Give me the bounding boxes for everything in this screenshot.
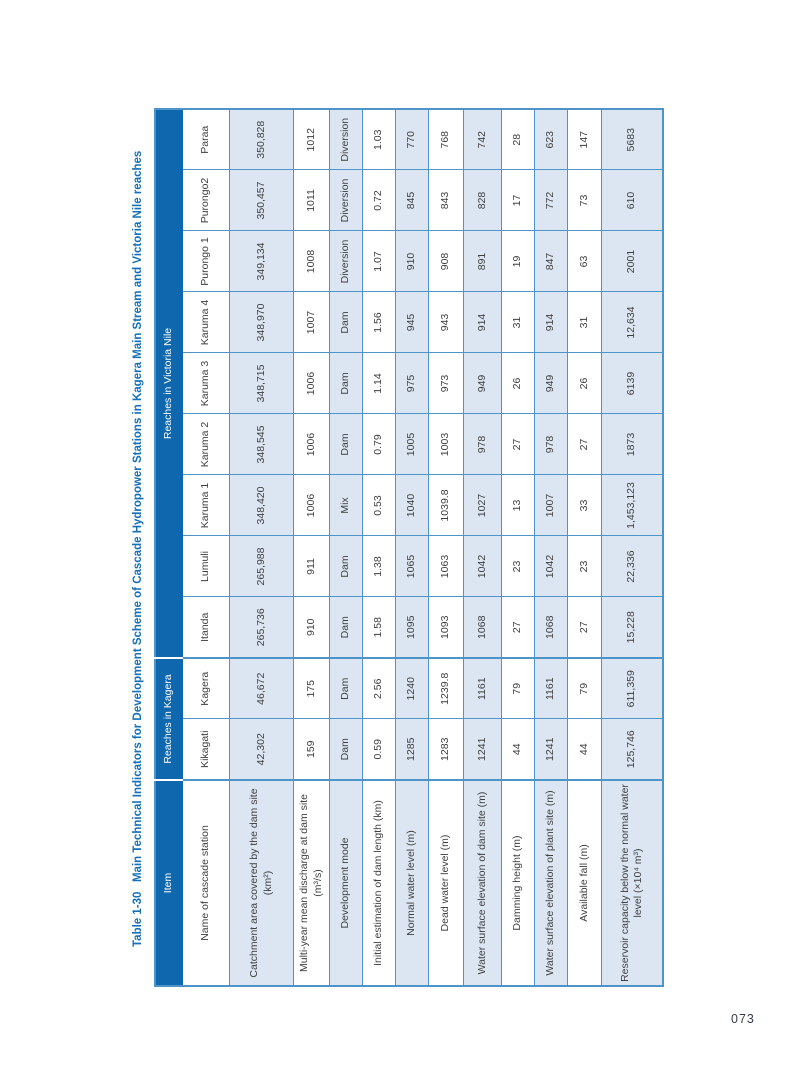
value-cell: 1068	[535, 597, 568, 658]
value-cell: 1039.8	[429, 475, 464, 536]
value-cell: Dam	[330, 719, 363, 780]
row-label-cell: Normal water level (m)	[396, 780, 429, 986]
table-body	[183, 109, 663, 986]
value-cell: 978	[535, 414, 568, 475]
row-label-cell: Available fall (m)	[568, 780, 602, 986]
row-label-cell: Water surface elevation of dam site (m)	[464, 780, 502, 986]
value-cell: 350,828	[230, 109, 294, 170]
value-cell: 44	[568, 719, 602, 780]
value-cell: 1.07	[363, 231, 396, 292]
value-cell: 1006	[294, 353, 330, 414]
station-name-cell: Kikagati	[183, 719, 230, 780]
table-row	[330, 109, 363, 986]
value-cell: 1040	[396, 475, 429, 536]
value-cell: 1005	[396, 414, 429, 475]
value-cell: 1042	[464, 536, 502, 597]
value-cell: 1.56	[363, 292, 396, 353]
value-cell: 79	[502, 658, 535, 719]
station-name-row	[183, 109, 230, 986]
value-cell: 914	[535, 292, 568, 353]
row-label-cell: Multi-year mean discharge at dam site (m³/s)	[294, 780, 330, 986]
rotated-table-block	[127, 110, 661, 987]
value-cell: 27	[502, 597, 535, 658]
value-cell: 6139	[602, 353, 663, 414]
value-cell: 1.03	[363, 109, 396, 170]
value-cell: 1161	[464, 658, 502, 719]
value-cell: 1.58	[363, 597, 396, 658]
value-cell: 1007	[294, 292, 330, 353]
table-row	[535, 109, 568, 986]
value-cell: 910	[294, 597, 330, 658]
value-cell: 828	[464, 170, 502, 231]
value-cell: 1027	[464, 475, 502, 536]
table-row	[294, 109, 330, 986]
value-cell: 348,970	[230, 292, 294, 353]
value-cell: 44	[502, 719, 535, 780]
page-number: 073	[731, 1012, 755, 1026]
value-cell: 73	[568, 170, 602, 231]
row-label-cell: Water surface elevation of plant site (m)	[535, 780, 568, 986]
station-name-cell: Paraa	[183, 109, 230, 170]
value-cell: 770	[396, 109, 429, 170]
value-cell: 1239.8	[429, 658, 464, 719]
table-row	[396, 109, 429, 986]
value-cell: Diversion	[330, 170, 363, 231]
value-cell: 0.79	[363, 414, 396, 475]
value-cell: Dam	[330, 658, 363, 719]
station-name-cell: Kagera	[183, 658, 230, 719]
value-cell: 1.38	[363, 536, 396, 597]
value-cell: 975	[396, 353, 429, 414]
value-cell: 348,715	[230, 353, 294, 414]
value-cell: 0.53	[363, 475, 396, 536]
table-row	[502, 109, 535, 986]
value-cell: 265,736	[230, 597, 294, 658]
value-cell: 27	[568, 597, 602, 658]
value-cell: 1006	[294, 414, 330, 475]
value-cell: 1241	[464, 719, 502, 780]
table-row	[464, 109, 502, 986]
value-cell: 147	[568, 109, 602, 170]
value-cell: 1161	[535, 658, 568, 719]
station-name-cell: Lumuli	[183, 536, 230, 597]
value-cell: 768	[429, 109, 464, 170]
value-cell: 772	[535, 170, 568, 231]
station-name-cell: Itanda	[183, 597, 230, 658]
value-cell: 175	[294, 658, 330, 719]
group-header-cell: Item	[155, 780, 183, 986]
value-cell: 31	[502, 292, 535, 353]
indicators-table	[154, 108, 664, 987]
value-cell: 125,746	[602, 719, 663, 780]
value-cell: 843	[429, 170, 464, 231]
value-cell: Dam	[330, 414, 363, 475]
value-cell: 1008	[294, 231, 330, 292]
value-cell: 1003	[429, 414, 464, 475]
table-head	[155, 109, 183, 986]
table-row	[230, 109, 294, 986]
value-cell: 910	[396, 231, 429, 292]
value-cell: 27	[502, 414, 535, 475]
value-cell: Dam	[330, 536, 363, 597]
table-row	[568, 109, 602, 986]
row-label-cell: Reservoir capacity below the normal water level (×10⁴ m³)	[602, 780, 663, 986]
value-cell: 610	[602, 170, 663, 231]
value-cell: 23	[568, 536, 602, 597]
value-cell: Dam	[330, 597, 363, 658]
value-cell: 1006	[294, 475, 330, 536]
value-cell: 348,545	[230, 414, 294, 475]
value-cell: 348,420	[230, 475, 294, 536]
station-name-cell: Purongo2	[183, 170, 230, 231]
value-cell: 33	[568, 475, 602, 536]
row-label-cell: Damming height (m)	[502, 780, 535, 986]
value-cell: 15,228	[602, 597, 663, 658]
value-cell: 1.14	[363, 353, 396, 414]
value-cell: 914	[464, 292, 502, 353]
value-cell: 1873	[602, 414, 663, 475]
group-header-cell: Reaches in Victoria Nile	[155, 109, 183, 658]
value-cell: 1,453,123	[602, 475, 663, 536]
value-cell: 1095	[396, 597, 429, 658]
value-cell: 46,672	[230, 658, 294, 719]
value-cell: 1240	[396, 658, 429, 719]
value-cell: 23	[502, 536, 535, 597]
value-cell: 742	[464, 109, 502, 170]
value-cell: 31	[568, 292, 602, 353]
value-cell: 1012	[294, 109, 330, 170]
value-cell: 0.72	[363, 170, 396, 231]
value-cell: 17	[502, 170, 535, 231]
value-cell: 22,336	[602, 536, 663, 597]
value-cell: 611,359	[602, 658, 663, 719]
value-cell: 911	[294, 536, 330, 597]
value-cell: 623	[535, 109, 568, 170]
value-cell: 891	[464, 231, 502, 292]
table-row	[429, 109, 464, 986]
table-title: Table 1-30 Main Technical Indicators for Development Scheme of Cascade Hydropower Stations in Kagera Main Stream and Victoria Nile reaches	[132, 150, 144, 947]
value-cell: 79	[568, 658, 602, 719]
value-cell: 949	[464, 353, 502, 414]
value-cell: 847	[535, 231, 568, 292]
value-cell: 1068	[464, 597, 502, 658]
value-cell: 973	[429, 353, 464, 414]
value-cell: 1093	[429, 597, 464, 658]
station-name-cell: Karuma 3	[183, 353, 230, 414]
station-name-cell: Karuma 4	[183, 292, 230, 353]
value-cell: 845	[396, 170, 429, 231]
value-cell: 2.56	[363, 658, 396, 719]
value-cell: 28	[502, 109, 535, 170]
table-row	[602, 109, 663, 986]
value-cell: 908	[429, 231, 464, 292]
value-cell: 12,634	[602, 292, 663, 353]
value-cell: 350,457	[230, 170, 294, 231]
row-label-cell: Catchment area covered by the dam site (km²)	[230, 780, 294, 986]
value-cell: 159	[294, 719, 330, 780]
value-cell: 1065	[396, 536, 429, 597]
value-cell: 1007	[535, 475, 568, 536]
value-cell: 27	[568, 414, 602, 475]
value-cell: 978	[464, 414, 502, 475]
value-cell: 1285	[396, 719, 429, 780]
station-name-cell: Karuma 1	[183, 475, 230, 536]
value-cell: Dam	[330, 292, 363, 353]
value-cell: 1063	[429, 536, 464, 597]
group-header-cell: Reaches in Kagera	[155, 658, 183, 780]
value-cell: 5683	[602, 109, 663, 170]
value-cell: 349,134	[230, 231, 294, 292]
value-cell: Dam	[330, 353, 363, 414]
value-cell: Diversion	[330, 231, 363, 292]
station-name-cell: Purongo 1	[183, 231, 230, 292]
table-row	[363, 109, 396, 986]
value-cell: 63	[568, 231, 602, 292]
station-name-cell: Karuma 2	[183, 414, 230, 475]
value-cell: 42,302	[230, 719, 294, 780]
value-cell: Diversion	[330, 109, 363, 170]
value-cell: 26	[502, 353, 535, 414]
value-cell: 1042	[535, 536, 568, 597]
value-cell: 1283	[429, 719, 464, 780]
row-label-cell: Name of cascade station	[183, 780, 230, 986]
value-cell: 19	[502, 231, 535, 292]
row-label-cell: Dead water level (m)	[429, 780, 464, 986]
value-cell: 943	[429, 292, 464, 353]
value-cell: 26	[568, 353, 602, 414]
row-label-cell: Initial estimation of dam length (km)	[363, 780, 396, 986]
group-header-row	[155, 109, 183, 986]
value-cell: 13	[502, 475, 535, 536]
value-cell: 945	[396, 292, 429, 353]
value-cell: 1241	[535, 719, 568, 780]
value-cell: 0.59	[363, 719, 396, 780]
row-label-cell: Development mode	[330, 780, 363, 986]
value-cell: 265,988	[230, 536, 294, 597]
value-cell: 1011	[294, 170, 330, 231]
value-cell: Mix	[330, 475, 363, 536]
value-cell: 949	[535, 353, 568, 414]
value-cell: 2001	[602, 231, 663, 292]
